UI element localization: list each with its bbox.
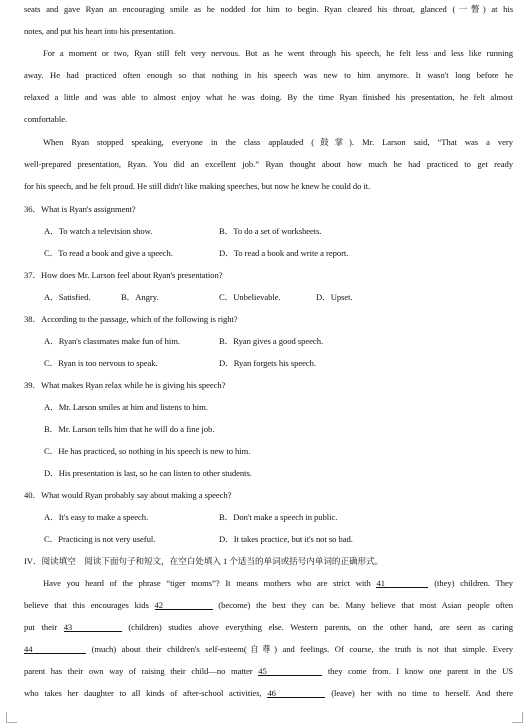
cloze-text: (become) the best they can be. Many believe that most Asian people often <box>212 600 513 610</box>
question-stem: 39．What makes Ryan relax while he is giving his speech? <box>24 380 226 390</box>
blank-46[interactable] <box>267 688 325 698</box>
passage-line: comfortable. <box>24 114 68 124</box>
option-a[interactable]: A．Satisfied. <box>44 292 91 302</box>
question-stem: 38．According to the passage, which of the following is right? <box>24 314 238 324</box>
section-heading: IV．阅读填空 阅读下面句子和短文，在空白处填入 1 个适当的单词或括号内单词的正确形式。 <box>24 556 384 566</box>
cloze-line <box>43 578 513 589</box>
cloze-text: who takes her daughter to all kinds of after-school activities, <box>24 688 268 698</box>
passage-line: for his speech, and he felt proud. He still didn't like making speeches, but now he knew he could do it. <box>24 181 371 191</box>
cloze-text: (they) children. They <box>428 578 513 588</box>
option-b[interactable]: B．Don't make a speech in public. <box>219 512 338 522</box>
cloze-text: parent has their own way of raising their child—no matter <box>24 666 259 676</box>
blank-45[interactable] <box>258 666 322 676</box>
cloze-text: they come from. I know one parent in the US <box>322 666 513 676</box>
passage-line: well-prepared presentation, Ryan. You did an excellent job.” Ryan thought about how much he had practiced to get ready <box>24 159 513 169</box>
passage-line: away. He had practiced often enough so that nothing in his speech was new to him anymore. It wasn't long before he <box>24 70 513 80</box>
option-b[interactable]: B．Angry. <box>121 292 159 302</box>
cloze-text: (leave) her with no time to herself. And there <box>325 688 514 698</box>
option-b[interactable]: B．Mr. Larson tells him that he will do a fine job. <box>44 424 215 434</box>
option-c[interactable]: C．Practicing is not very useful. <box>44 534 156 544</box>
option-c[interactable]: C．To read a book and give a speech. <box>44 248 173 258</box>
question-stem: 40．What would Ryan probably say about making a speech? <box>24 490 232 500</box>
option-a[interactable]: A．Ryan's classmates make fun of him. <box>44 336 180 346</box>
blank-number: 46 <box>267 688 276 698</box>
option-d[interactable]: D．Ryan forgets his speech. <box>219 358 317 368</box>
passage-line: For a moment or two, Ryan still felt very nervous. But as he went through his speech, he felt less and less like running <box>43 48 513 58</box>
cloze-line <box>24 688 513 699</box>
option-b[interactable]: B．To do a set of worksheets. <box>219 226 322 236</box>
blank-43[interactable] <box>64 622 122 632</box>
blank-number: 41 <box>376 578 385 588</box>
option-d[interactable]: D．To read a book and write a report. <box>219 248 349 258</box>
cloze-text: believe that this encourages kids <box>24 600 155 610</box>
blank-41[interactable] <box>376 578 428 588</box>
blank-number: 43 <box>63 622 73 632</box>
cloze-line <box>24 644 513 655</box>
blank-number: 44 <box>24 644 33 654</box>
cloze-text: Have you heard of the phrase “tiger moms”? It means mothers who are strict with <box>43 578 377 588</box>
question-stem: 37．How does Mr. Larson feel about Ryan's presentation? <box>24 270 223 280</box>
cloze-line <box>24 600 513 611</box>
cloze-text: (much) about their children's self-esteem(自尊) and feelings. Of course, the truth is not that simple. Every <box>86 644 513 654</box>
option-a[interactable]: A．Mr. Larson smiles at him and listens to him. <box>44 402 208 412</box>
option-c[interactable]: C．He has practiced, so nothing in his speech is new to him. <box>44 446 251 456</box>
option-a[interactable]: A．To watch a television show. <box>44 226 153 236</box>
crop-mark-icon <box>512 712 523 723</box>
question-stem: 36．What is Ryan's assignment? <box>24 204 136 214</box>
blank-number: 45 <box>258 666 267 676</box>
option-c[interactable]: C．Ryan is too nervous to speak. <box>44 358 158 368</box>
passage-line: notes, and put his heart into his presentation. <box>24 26 176 36</box>
option-d[interactable]: D．Upset. <box>316 292 353 302</box>
passage-line: When Ryan stopped speaking, everyone in the class applauded (鼓掌). Mr. Larson said, “That was a very <box>43 137 513 147</box>
passage-line: seats and gave Ryan an encouraging smile as he nodded for him to begin. Ryan cleared his throat, glanced (一瞥) at his <box>24 4 513 14</box>
option-b[interactable]: B．Ryan gives a good speech. <box>219 336 324 346</box>
option-a[interactable]: A．It's easy to make a speech. <box>44 512 149 522</box>
cloze-line <box>24 622 513 633</box>
option-d[interactable]: D．It takes practice, but it's not so bad. <box>219 534 353 544</box>
blank-42[interactable] <box>155 600 213 610</box>
option-c[interactable]: C．Unbelievable. <box>219 292 281 302</box>
crop-mark-icon <box>6 712 17 723</box>
option-d[interactable]: D．His presentation is last, so he can listen to other students. <box>44 468 252 478</box>
cloze-text: put their <box>24 622 64 632</box>
blank-44[interactable] <box>24 644 86 654</box>
blank-number: 42 <box>154 600 164 610</box>
cloze-text: (children) studies above everything else. Western parents, on the other hand, are seen as caring <box>121 622 513 632</box>
passage-line: relaxed a little and was able to almost enjoy what he was doing. By the time Ryan finished his presentation, he felt almost <box>24 92 513 102</box>
cloze-line <box>24 666 513 677</box>
